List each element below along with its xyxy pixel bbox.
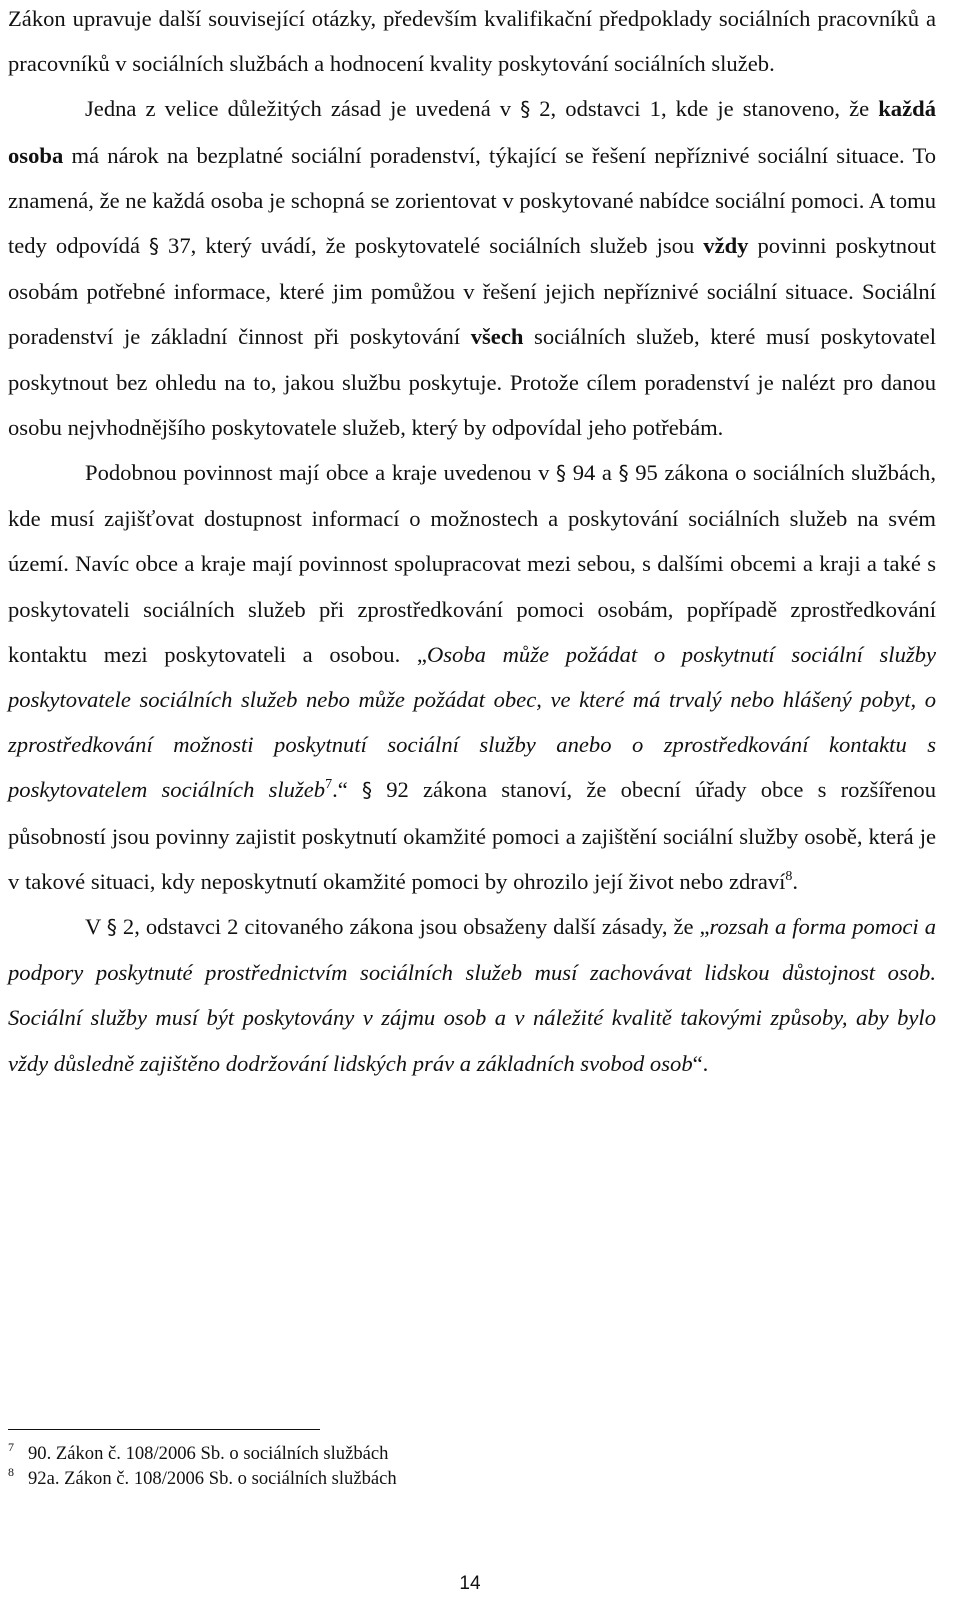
- text-run: Podobnou povinnost mají obce a kraje uvedenou v: [85, 460, 557, 486]
- text-run: 95 zákona o sociálních službách, kde musí zajišťovat dostupnost informací o možnostech a poskytování sociálních služeb na svém území. Navíc obce a kraje mají povinnost spolupracovat mezi sebou, s dalšími obcemi a kraji a také s poskytovateli sociálních služeb při zprostředkování pomoci osobám, popřípadě zprostředkování kontaktu mezi poskytovateli a osobou. „: [8, 460, 936, 667]
- footnote-ref-8: 8: [785, 868, 793, 884]
- paragraph-municipalities: [8, 450, 936, 904]
- footnote-text: 90. Zákon č. 108/2006 Sb. o sociálních službách: [28, 1443, 389, 1464]
- footnote-mark: 7: [8, 1440, 14, 1454]
- text-run: povinni poskytnout osobám potřebné informace, které jim pomůžou v řešení jejich nepříznivé sociální situace. Sociální poradenství je základní činnost při poskytování: [8, 233, 936, 350]
- text-run: sociálních služeb, které musí poskytovatel poskytnout bez ohledu na to, jakou službu poskytuje. Protože cílem poradenství je nalézt pro danou osobu nejvhodnějšího poskytovatele služeb, který by odpovídal jeho potřebám.: [8, 324, 936, 440]
- text-run: 94 a: [566, 460, 619, 486]
- text-run: .: [792, 868, 799, 894]
- text-run: 92 zákona stanoví, že obecní úřady obce s rozšířenou působností jsou povinny zajistit poskytnutí okamžité pomoci a zajištění sociální služby osobě, která je v takové situaci, kdy neposkytnutí okamžité pomoci by ohrozilo její život nebo zdraví: [8, 777, 936, 894]
- footnote-separator: [8, 1429, 320, 1430]
- footnote-ref-7: 7: [325, 777, 333, 793]
- text-run: .“: [332, 777, 362, 803]
- body-text: [8, 0, 936, 1086]
- text-run: 2, odstavci 2 citovaného zákona jsou obsaženy další zásady, že „: [116, 914, 710, 940]
- paragraph-text: Zákon upravuje další související otázky, především kvalifikační předpoklady sociálních pracovníků a pracovníků v sociálních službách a hodnocení kvality poskytování sociálních služeb.: [8, 6, 936, 77]
- text-run: 37, který uvádí, že poskytovatelé sociálních služeb jsou: [159, 233, 704, 259]
- paragraph-social-counseling: [8, 86, 936, 450]
- section-sign: §: [361, 778, 372, 803]
- text-run: V: [85, 914, 107, 940]
- text-run: má nárok na bezplatné sociální poradenství, týkající se řešení nepříznivé sociální situace. To znamená, že ne každá osoba je schopná se zorientovat v poskytované nabídce sociální pomoci. A tomu tedy odpovídá: [8, 142, 936, 259]
- footnote-mark: 8: [8, 1465, 14, 1479]
- text-run: “.: [692, 1050, 709, 1076]
- footnote-7: [8, 1441, 908, 1466]
- page-number: 14: [459, 1573, 481, 1594]
- section-sign: §: [520, 97, 531, 122]
- bold-run: vždy: [703, 233, 749, 259]
- paragraph-intro: [8, 0, 936, 86]
- footnote-text: 92a. Zákon č. 108/2006 Sb. o sociálních službách: [28, 1468, 397, 1489]
- italic-quote: rozsah a forma pomoci a podpory poskytnuté prostřednictvím sociálních služeb musí zachovávat lidskou důstojnost osob. Sociální služby musí být poskytovány v zájmu osob a v náležité kvalitě takovými způsoby, aby bylo vždy důsledně zajištěno dodržování lidských práv a základních svobod osob: [8, 914, 936, 1076]
- bold-run: každá osoba: [8, 96, 936, 168]
- bold-run: všech: [470, 324, 524, 350]
- footnote-8: [8, 1466, 908, 1491]
- text-run: Jedna z velice důležitých zásad je uvedená v: [85, 96, 521, 122]
- section-sign: §: [556, 461, 567, 486]
- paragraph-principles: [8, 904, 936, 1086]
- text-run: 2, odstavci 1, kde je stanoveno, že: [530, 96, 879, 122]
- italic-quote: Osoba může požádat o poskytnutí sociální služby poskytovatele sociálních služeb nebo může požádat obec, ve které má trvalý nebo hlášený pobyt, o zprostředkování možnosti poskytnutí sociální služby anebo o zprostředkování kontaktu s poskytovatelem sociálních služeb: [8, 641, 936, 803]
- footnotes: [8, 1441, 908, 1491]
- section-sign: §: [106, 915, 117, 940]
- section-sign: §: [149, 234, 160, 259]
- section-sign: §: [618, 461, 629, 486]
